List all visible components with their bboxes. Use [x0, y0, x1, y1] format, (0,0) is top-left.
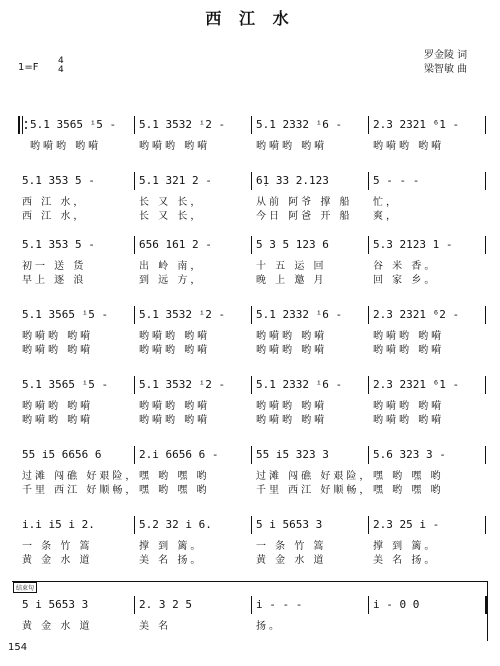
lyric-line-1: 过滩 闯礁 好艰险，	[22, 471, 139, 482]
time-signature-bottom: 4	[58, 65, 64, 75]
lyric-line-2: 千里 西江 好顺畅，	[22, 485, 139, 496]
lyric-line-1: 谷 米 香。	[373, 261, 438, 272]
lyric-line-1: 黄 金 水 道	[22, 621, 93, 632]
lyricist-credit: 罗金陵 词	[424, 50, 468, 61]
lyric-line-1: 十 五 运 回	[256, 261, 327, 272]
measure-notes: 2.i 6656 6 -	[139, 448, 219, 461]
measure-notes: 2.3 2321 ⁶2 -	[373, 308, 460, 321]
lyric-line-1: 美 名	[139, 621, 172, 632]
measure-notes: 5.1 2332 ⁱ6 -	[256, 118, 343, 131]
lyric-line-1: 初一 送 货	[22, 261, 87, 272]
lyric-line-1: 哟嗬哟 哟嗬	[256, 331, 328, 342]
measure	[135, 306, 252, 356]
measure-notes: 5.1 2332 ⁱ6 -	[256, 308, 343, 321]
measure-notes: 5.1 353 5 -	[22, 238, 95, 251]
lyric-line-2: 早上 逐 浪	[22, 275, 87, 286]
lyric-line-1: 忙，	[373, 197, 399, 208]
score-system	[18, 516, 486, 586]
measure	[252, 236, 369, 286]
measure-notes: 2.3 2321 ⁶1 -	[373, 378, 460, 391]
measure-notes: 6̣1 33 2.123	[256, 174, 329, 187]
lyric-line-1: 从前 阿爷 撑 船	[256, 197, 353, 208]
lyric-line-2: 黄 金 水 道	[22, 555, 93, 566]
lyric-line-1: 撑 到 篱。	[373, 541, 438, 552]
lyric-line-1: 扬。	[256, 621, 282, 632]
bar-line	[485, 376, 486, 394]
lyric-line-2: 美 名 扬。	[139, 555, 204, 566]
lyric-line-1: 一 条 竹 篙	[256, 541, 327, 552]
measure-notes: 5 - - -	[373, 174, 420, 187]
bar-line	[485, 306, 486, 324]
measure	[369, 306, 486, 356]
lyric-line-2: 美 名 扬。	[373, 555, 438, 566]
coda-label: 结束句	[13, 582, 37, 593]
lyric-line-2: 哟嗬哟 哟嗬	[373, 345, 445, 356]
measure	[252, 446, 373, 496]
measure	[18, 376, 135, 426]
song-title: 西 江 水	[205, 9, 295, 28]
measure	[18, 596, 135, 632]
lyric-line-2: 哟嗬哟 哟嗬	[139, 345, 211, 356]
measure	[369, 376, 486, 426]
measure	[252, 116, 369, 152]
lyric-line-1: 哟嗬哟 哟嗬	[373, 331, 445, 342]
measure	[18, 116, 135, 152]
lyric-line-2: 哟嗬哟 哟嗬	[373, 415, 445, 426]
measure	[252, 596, 369, 632]
lyric-line-1: 哟嗬哟 哟嗬	[373, 141, 445, 152]
measure	[135, 516, 252, 566]
coda-frame-edge	[487, 581, 488, 641]
measure	[18, 172, 135, 222]
measure	[135, 172, 252, 222]
lyric-line-1: 出 岭 南，	[139, 261, 204, 272]
measure-notes: 5 3 5 123 6	[256, 238, 329, 251]
lyric-line-1: 长 又 长，	[139, 197, 204, 208]
measure-notes: 5.1 353 5 -	[22, 174, 95, 187]
measure-notes: i - 0 0	[373, 598, 420, 611]
lyric-line-2: 嘿 哟 嘿 哟	[373, 485, 444, 496]
score-system	[18, 236, 486, 306]
lyric-line-2: 哟嗬哟 哟嗬	[256, 345, 328, 356]
coda-line	[12, 581, 488, 582]
measure-notes: 5.1 2332 ⁱ6 -	[256, 378, 343, 391]
key-signature: 1=F	[18, 62, 39, 73]
measure-notes: 656 161 2 -	[139, 238, 212, 251]
measure-notes: 5 i 5653 3	[22, 598, 89, 611]
measure	[252, 376, 369, 426]
lyric-line-1: 哟嗬哟 哟嗬	[139, 331, 211, 342]
measure-notes: 5 i 5653 3	[256, 518, 323, 531]
measure	[135, 446, 252, 496]
measure	[369, 516, 486, 566]
bar-line	[485, 236, 486, 254]
lyric-line-2: 嘿 哟 嘿 哟	[139, 485, 210, 496]
lyric-line-2: 今日 阿爸 开 船	[256, 211, 353, 222]
time-signature	[58, 57, 64, 75]
measure-notes: 2.3 2321 ⁶1 -	[373, 118, 460, 131]
measure-notes: 5.6 323 3 -	[373, 448, 446, 461]
measure-notes: 5.1 3532 ⁱ2 -	[139, 118, 226, 131]
lyric-line-2: 西 江 水，	[22, 211, 87, 222]
lyric-line-1: 哟嗬哟 哟嗬	[256, 141, 328, 152]
bar-line	[485, 446, 486, 464]
lyric-line-1: 嘿 哟 嘿 哟	[139, 471, 210, 482]
lyric-line-1: 嘿 哟 嘿 哟	[373, 471, 444, 482]
measure	[18, 516, 135, 566]
measure	[135, 236, 252, 286]
measure-notes: 2. 3 2 5	[139, 598, 192, 611]
measure	[135, 376, 252, 426]
bar-line	[485, 516, 486, 534]
lyric-line-1: 过滩 闯礁 好艰险，	[256, 471, 373, 482]
lyric-line-1: 哟嗬哟 哟嗬	[30, 141, 102, 152]
score-system	[18, 306, 486, 376]
score-system	[18, 376, 486, 446]
score-system	[18, 446, 486, 516]
measure	[252, 516, 369, 566]
measure-notes: 5.1 3565 ⁱ5 -	[22, 378, 109, 391]
measure	[135, 116, 252, 152]
score-system	[18, 172, 486, 242]
measure	[369, 446, 486, 496]
lyric-line-1: 哟嗬哟 哟嗬	[22, 331, 94, 342]
measure-notes: 5.1 321 2 -	[139, 174, 212, 187]
measure-notes: 5.1 3532 ⁱ2 -	[139, 308, 226, 321]
measure-notes: 5.1 3532 ⁱ2 -	[139, 378, 226, 391]
lyric-line-2: 哟嗬哟 哟嗬	[139, 415, 211, 426]
composer-credit: 梁智敏 曲	[424, 64, 468, 75]
measure-notes: 5.1 3565 ⁱ5 -	[30, 118, 117, 131]
lyric-line-1: 撑 到 篱。	[139, 541, 204, 552]
score-system	[18, 596, 486, 666]
lyric-line-2: 到 远 方，	[139, 275, 204, 286]
measure	[252, 172, 369, 222]
measure	[18, 446, 139, 496]
measure	[18, 236, 135, 286]
measure	[18, 306, 135, 356]
lyric-line-1: 哟嗬哟 哟嗬	[22, 401, 94, 412]
lyric-line-2: 晚 上 邀 月	[256, 275, 327, 286]
measure-notes: 5.3 2123 1 -	[373, 238, 453, 251]
lyric-line-2: 哟嗬哟 哟嗬	[22, 345, 94, 356]
bar-line	[485, 172, 486, 190]
page-number: 154	[8, 642, 28, 653]
measure-notes: i - - -	[256, 598, 303, 611]
lyric-line-1: 哟嗬哟 哟嗬	[139, 401, 211, 412]
lyric-line-1: 西 江 水，	[22, 197, 87, 208]
lyric-line-2: 长 又 长，	[139, 211, 204, 222]
time-signature-top: 4	[58, 56, 64, 66]
lyric-line-1: 哟嗬哟 哟嗬	[373, 401, 445, 412]
measure-notes: 2.3 25 i -	[373, 518, 440, 531]
measure-notes: 55 i5 6656 6	[22, 448, 102, 461]
lyric-line-1: 哟嗬哟 哟嗬	[139, 141, 211, 152]
measure	[369, 172, 486, 222]
bar-line	[485, 116, 486, 134]
lyric-line-2: 爽，	[373, 211, 399, 222]
measure-notes: 5.1 3565 ⁱ5 -	[22, 308, 109, 321]
lyric-line-2: 哟嗬哟 哟嗬	[256, 415, 328, 426]
lyric-line-1: 一 条 竹 篙	[22, 541, 93, 552]
lyric-line-2: 哟嗬哟 哟嗬	[22, 415, 94, 426]
lyric-line-1: 哟嗬哟 哟嗬	[256, 401, 328, 412]
measure-notes: 5.2 32 i 6.	[139, 518, 212, 531]
measure	[369, 116, 486, 152]
measure	[369, 596, 486, 614]
lyric-line-2: 千里 西江 好顺畅，	[256, 485, 373, 496]
lyric-line-2: 回 家 乡。	[373, 275, 438, 286]
measure	[135, 596, 252, 632]
measure	[252, 306, 369, 356]
measure-notes: i.i i5 i 2.	[22, 518, 95, 531]
lyric-line-2: 黄 金 水 道	[256, 555, 327, 566]
measure	[369, 236, 486, 286]
measure-notes: 55 i5 323 3	[256, 448, 329, 461]
